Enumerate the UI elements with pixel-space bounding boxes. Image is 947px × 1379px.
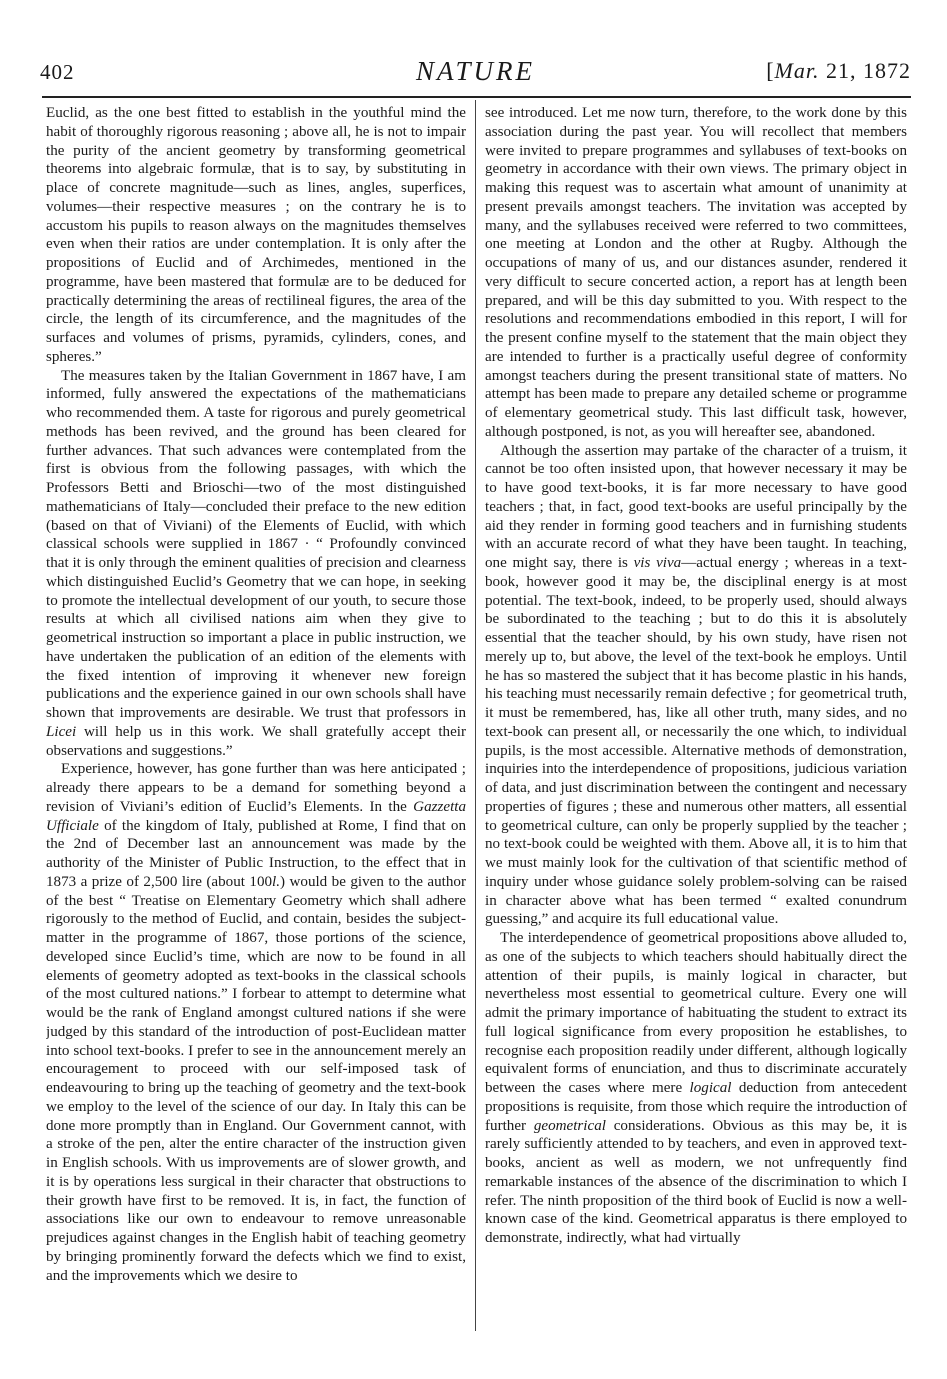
running-header [40, 56, 911, 94]
date-day-year: 21, 1872 [819, 58, 911, 83]
paragraph [46, 760, 466, 1285]
paragraph [485, 929, 907, 1248]
italic-term: logical [689, 1080, 732, 1096]
italic-term: Licei [46, 723, 77, 740]
header-rule [42, 96, 911, 98]
column-divider [475, 100, 476, 1331]
text-run: will help us in this work. We shall gratefully accept their observations and suggestions.” [46, 723, 466, 759]
date-bracket: [ [766, 58, 775, 83]
journal-title: NATURE [416, 56, 535, 86]
text-run: The measures taken by the Italian Government in 1867 have, I am informed, fully answered the expectations of the mathematicians who recommended them. A taste for rigorous and purely geometrical methods has been revived, and the ground has been cleared for further advances. That such advances were contemplated from the first is obvious from the following passages, with which the Professors Betti and Brioschi—two of the most distinguished mathematicians of Italy—concluded their preface to the new edition (based on that of Viviani) of the Elements of Euclid, with which classical schools were supplied in 1867 · “ Profoundly convinced that it is only through the eminent qualities of precision and clearness which distinguished Euclid’s Geometry that we can hope, in seeking to promote the intellectual development of our youth, to secure those results at which all civilised nations aim when they give to geometrical instruction so important a place in public instruction, we have undertaken the publication of an edition of the elements with the fixed intention of improving it whenever new foreign publications and the experience gained in our own schools shall have shown that improvements are desirable. We trust that professors in [46, 367, 466, 721]
issue-date [766, 58, 911, 84]
text-run: of the kingdom of Italy, published at Rome, I find that on the 2nd of December last an announcement was made by the authority of the Minister of Public Instruction, to the effect that in 1873 a prize of 2,500 lire (about 100 [46, 817, 466, 890]
text-run: deduction from antecedent propositions is requisite, from those which require the introduction of further [485, 1080, 907, 1134]
right-column [485, 104, 907, 1331]
italic-term: Gazzetta Ufficiale [46, 798, 466, 834]
text-run: Experience, however, has gone further than was here anticipated ; already there appears to be a demand for something beyond a revision of Viviani’s edition of Euclid’s Elements. In the [46, 761, 466, 815]
text-run: ) would be given to the author of the best “ Treatise on Elementary Geometry which shall adhere rigorously to the method of Euclid, and contain, besides the subject-matter in the programme of 1867, those portions of the science, developed since Euclid’s time, which are now to be found in all elements of geometry adopted as text-books in the classical schools of the most cultured nations.” I forbear to attempt to determine what would be the rank of England amongst cultured nations if she were judged by this standard of the introduction of post-Euclidean matter into school text-books. I prefer to see in the announcement merely an encouragement to proceed with our self-imposed task of endeavouring to bring up the teaching of geometry and the text-book we employ to the level of the science of our day. In Italy this can be done more promptly than in England. Our Government cannot, with a stroke of the pen, alter the entire character of the instruction given in English schools. With us improvements are of slower growth, and it is by operations less surgical in their character that obstructions to their growth have first to be removed. It is, in fact, the function of associations like our own to endeavour to remove unreasonable prejudices against changes in the English habit of teaching geometry by bringing prominently forward the defects which we find to exist, and the improvements which we desire to [46, 873, 466, 1284]
paragraph [46, 367, 466, 761]
left-column [46, 104, 466, 1331]
italic-term: geometrical [533, 1117, 606, 1134]
paragraph: Euclid, as the one best fitted to establish in the youthful mind the habit of thoroughly rigorous reasoning ; above all, he is not to impair the purity of the ancient geometry by transforming geometrical theorems into algebraic formulæ, that is to say, by substituting in place of concrete magnitude—such as lines, angles, superfices, volumes—their respective measures ; on the contrary he is to accustom his pupils to reason always on the magnitudes themselves even when their ratios are under contemplation. It is only after the propositions of Euclid and of Archimedes, mentioned in the programme, have been mastered that formulæ are to be deduced for practically determining the areas of rectilineal figures, the area of the circle, the length of its circumference, and the magnitudes of the surfaces and volumes of prisms, pyramids, cylinders, cones, and spheres.” [46, 105, 466, 365]
italic-term: l. [272, 873, 281, 890]
paragraph: see introduced. Let me now turn, therefore, to the work done by this association during the past year. You will recollect that members were invited to prepare programmes and syllabuses of text-books on geometry in accordance with their own views. The primary object in making this request was to ascertain what amount of unanimity at present prevails amongst teachers. The invitation was accepted by many, and the syllabuses received were referred to two committees, one meeting at London and the other at Rugby. Although the occupations of many of us, and our distances asunder, rendered it very difficult to secure concerted action, a report has at length been prepared, and will be this day submitted to you. With respect to the resolutions and recommendations embodied in this report, I will for the present confine myself to the statement that the main object they are intended to further is a practically useful degree of conformity amongst teachers during the present transitional state of matters. No attempt has been made to prepare any detailed scheme or programme of elementary geometrical study. This last difficult task, however, although postponed, is not, as you will hereafter see, abandoned. [485, 105, 907, 440]
text-run: —actual energy ; whereas in a text-book, however good it may be, the disciplinal energy is at most potential. The text-book, indeed, to be properly used, should always be subordinated to the teaching ; but to do this it is absolutely essential that the teacher should, by his own study, have risen not merely up to, but above, the level of the text-book he employs. Until he has so mastered the subject that it has become plastic in his hands, his teaching must necessarily remain defective ; for geometrical truth, it must be remembered, has, like all other truth, many sides, and no text-book can present all, or necessarily the one which, to individual pupils, is the most accessible. Alternative methods of demonstration, inquiries into the interdependence of propositions, judicious variation of data, and just discrimination between the contingent and necessary properties of figures ; these and numerous other matters, all essential to geometrical culture, can only be properly supplied by the teacher ; no text-book could be weighted with them. Above all, it is to him that we must mainly look for the cultivation of that scientific method of inquiry under whose guidance solely problem-solving can be raised in character above what has been termed “ exalted conundrum guessing,” and acquire its full educational value. [485, 555, 907, 928]
page-number: 402 [40, 60, 75, 84]
italic-term: vis viva [633, 555, 682, 571]
paragraph [485, 442, 907, 930]
text-run: considerations. Obvious as this may be, it is rarely sufficiently attended to by teachers, and even in approved text-books, ancient as well as modern, we not unfrequently find remarkable instances of the absence of the discrimination to which I refer. The ninth proposition of the third book of Euclid is now a well-known case of the kind. Geometrical apparatus is there employed to demonstrate, indirectly, what had virtually [485, 1117, 907, 1246]
text-run: Although the assertion may partake of the character of a truism, it cannot be too often insisted upon, that however necessary it may be to have good text-books, it is far more necessary to have good teachers ; that, in fact, good text-books are useful principally by the aid they render in forming good teachers and in furnishing students with an accurate record of what they have been taught. In teaching, one might say, there is [485, 442, 907, 571]
text-run: The interdependence of geometrical propositions above alluded to, as one of the subjects to which teachers should habitually direct the attention of their pupils, is mainly logical in character, but nevertheless most essential to geometrical culture. Every one will admit the primary importance of habituating the student to extract its full logical significance from every proposition he establishes, to recognise each proposition readily under different, although logically equivalent forms of enunciation, and thus to discriminate accurately between the cases where mere [485, 930, 907, 1096]
date-month: Mar. [774, 58, 820, 83]
